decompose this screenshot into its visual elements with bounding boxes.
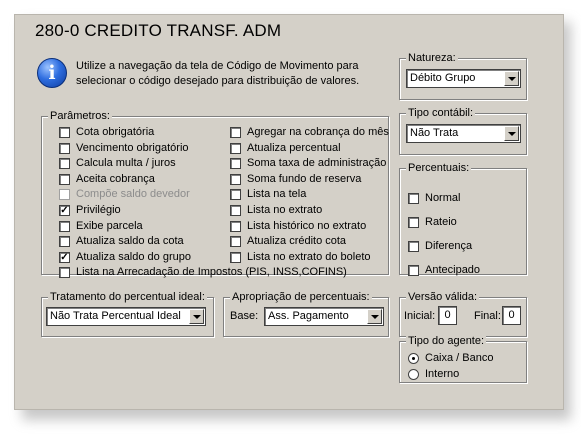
tratamento-legend: Tratamento do percentual ideal:	[50, 291, 205, 303]
checkbox[interactable]	[230, 158, 241, 169]
param-checkbox-right[interactable]	[230, 251, 371, 264]
checkbox[interactable]	[408, 241, 419, 252]
checkbox[interactable]	[59, 127, 70, 138]
natureza-value: Débito Grupo	[410, 72, 476, 84]
param-checkbox-left[interactable]	[59, 142, 189, 155]
param-checkbox-right[interactable]	[230, 142, 341, 155]
percentual-checkbox[interactable]	[408, 264, 480, 277]
checkbox-label: Atualiza saldo da cota	[76, 235, 184, 248]
checkbox-label: Diferença	[425, 240, 473, 252]
checkbox[interactable]	[59, 143, 70, 154]
final-label: Final:	[474, 310, 501, 322]
param-checkbox-impostos[interactable]	[59, 266, 347, 279]
checkbox-label: Rateio	[425, 216, 457, 228]
param-checkbox-right[interactable]	[230, 220, 366, 233]
natureza-group	[399, 52, 527, 100]
dialog-panel	[14, 14, 564, 410]
checkbox[interactable]	[59, 221, 70, 232]
param-checkbox-right[interactable]	[230, 188, 306, 201]
param-checkbox-left	[59, 188, 190, 201]
versao-legend: Versão válida:	[408, 291, 478, 303]
natureza-legend: Natureza:	[408, 52, 456, 64]
checkbox-label: Lista na Arrecadação de Impostos (PIS, INSS,COFINS)	[76, 266, 347, 279]
param-checkbox-right[interactable]	[230, 173, 361, 186]
param-checkbox-left[interactable]	[59, 251, 191, 264]
percentual-checkbox[interactable]	[408, 216, 457, 229]
param-checkbox-right[interactable]	[230, 204, 322, 217]
inicial-input[interactable]: 0	[438, 306, 457, 325]
checkbox-label: Compõe saldo devedor	[76, 188, 190, 201]
checkbox-label: Atualiza crédito cota	[247, 235, 347, 248]
tratamento-group	[41, 291, 214, 337]
checkbox[interactable]	[230, 221, 241, 232]
versao-group	[399, 291, 527, 337]
radio-button[interactable]	[408, 353, 419, 364]
checkbox-label: Cota obrigatória	[76, 126, 155, 138]
param-checkbox-left[interactable]	[59, 235, 184, 248]
apropriacao-group	[223, 291, 389, 337]
checkbox-label: Agregar na cobrança do mês	[247, 126, 389, 138]
radio-label: Interno	[425, 368, 460, 380]
chevron-down-icon[interactable]	[367, 309, 382, 324]
checkbox[interactable]	[230, 143, 241, 154]
radio-label: Caixa / Banco	[425, 352, 494, 364]
checkbox[interactable]: ✓	[60, 251, 69, 263]
param-checkbox-left[interactable]	[59, 157, 176, 170]
info-text: Utilize a navegação da tela de Código de Movimento para selecionar o código desejado para distribuição de valores.	[76, 60, 360, 87]
percentual-checkbox[interactable]	[408, 240, 472, 253]
checkbox-label: Lista no extrato do boleto	[247, 250, 371, 263]
tipo-contabil-select[interactable]	[406, 124, 521, 143]
checkbox[interactable]	[230, 127, 241, 138]
agente-radio[interactable]	[408, 368, 459, 380]
checkbox[interactable]	[230, 174, 241, 185]
checkbox[interactable]	[230, 205, 241, 216]
param-checkbox-left[interactable]	[59, 126, 154, 139]
parametros-legend: Parâmetros:	[50, 110, 110, 122]
checkbox-label: Exibe parcela	[76, 219, 143, 232]
checkbox-label: Lista na tela	[247, 188, 307, 201]
checkbox	[59, 189, 70, 200]
percentual-checkbox[interactable]	[408, 192, 460, 205]
apropriacao-select[interactable]	[264, 307, 384, 326]
chevron-down-icon[interactable]	[189, 309, 204, 324]
param-checkbox-left[interactable]	[59, 220, 143, 233]
final-input[interactable]: 0	[502, 306, 521, 325]
checkbox-label: Antecipado	[425, 264, 481, 276]
chevron-down-icon[interactable]	[504, 71, 519, 86]
agente-radio[interactable]	[408, 352, 493, 364]
checkbox[interactable]	[59, 174, 70, 185]
apropriacao-value: Ass. Pagamento	[268, 310, 349, 322]
natureza-select[interactable]	[406, 69, 521, 88]
checkbox[interactable]	[408, 217, 419, 228]
param-checkbox-right[interactable]	[230, 157, 386, 170]
checkbox[interactable]	[408, 193, 419, 204]
checkbox[interactable]	[408, 265, 419, 276]
tratamento-value: Não Trata Percentual Ideal	[50, 310, 181, 322]
checkbox[interactable]	[230, 189, 241, 200]
tipo-contabil-group	[399, 107, 527, 155]
checkbox-label: Soma taxa de administração	[247, 157, 387, 170]
checkbox-label: Vencimento obrigatório	[76, 141, 189, 154]
radio-button[interactable]	[408, 369, 419, 380]
tipo-contabil-value: Não Trata	[410, 127, 459, 139]
tratamento-select[interactable]	[46, 307, 206, 326]
chevron-down-icon[interactable]	[504, 126, 519, 141]
param-checkbox-left[interactable]	[59, 204, 121, 217]
checkbox-label: Lista no extrato	[247, 204, 323, 216]
percentuais-group	[399, 162, 527, 276]
checkbox-label: Aceita cobrança	[76, 172, 155, 185]
info-icon: i	[37, 58, 67, 88]
param-checkbox-right[interactable]	[230, 126, 389, 139]
checkbox-label: Normal	[425, 192, 461, 204]
apropriacao-legend: Apropriação de percentuais:	[232, 291, 370, 303]
checkbox-label: Soma fundo de reserva	[247, 172, 362, 185]
page-title: 280-0 CREDITO TRANSF. ADM	[35, 21, 282, 40]
checkbox[interactable]	[230, 236, 241, 247]
tipo-agente-group	[399, 335, 527, 383]
tipo-contabil-legend: Tipo contábil:	[408, 107, 474, 119]
parametros-group	[41, 110, 389, 279]
checkbox-label: Calcula multa / juros	[76, 157, 176, 170]
checkbox-label: Atualiza percentual	[247, 141, 341, 154]
checkbox[interactable]	[59, 236, 70, 247]
percentuais-legend: Percentuais:	[408, 162, 470, 174]
inicial-label: Inicial:	[404, 310, 436, 322]
base-label: Base:	[230, 310, 259, 322]
checkbox[interactable]	[59, 158, 70, 169]
tipo-agente-legend: Tipo do agente:	[408, 335, 485, 347]
checkbox-label: Atualiza saldo do grupo	[76, 250, 191, 263]
checkbox[interactable]	[59, 267, 70, 278]
param-checkbox-left[interactable]	[59, 173, 155, 186]
checkbox-label: Lista histórico no extrato	[247, 219, 367, 232]
checkbox[interactable]: ✓	[60, 205, 69, 216]
checkbox-label: Privilégio	[76, 204, 121, 216]
checkbox[interactable]	[230, 252, 241, 263]
param-checkbox-right[interactable]	[230, 235, 346, 248]
